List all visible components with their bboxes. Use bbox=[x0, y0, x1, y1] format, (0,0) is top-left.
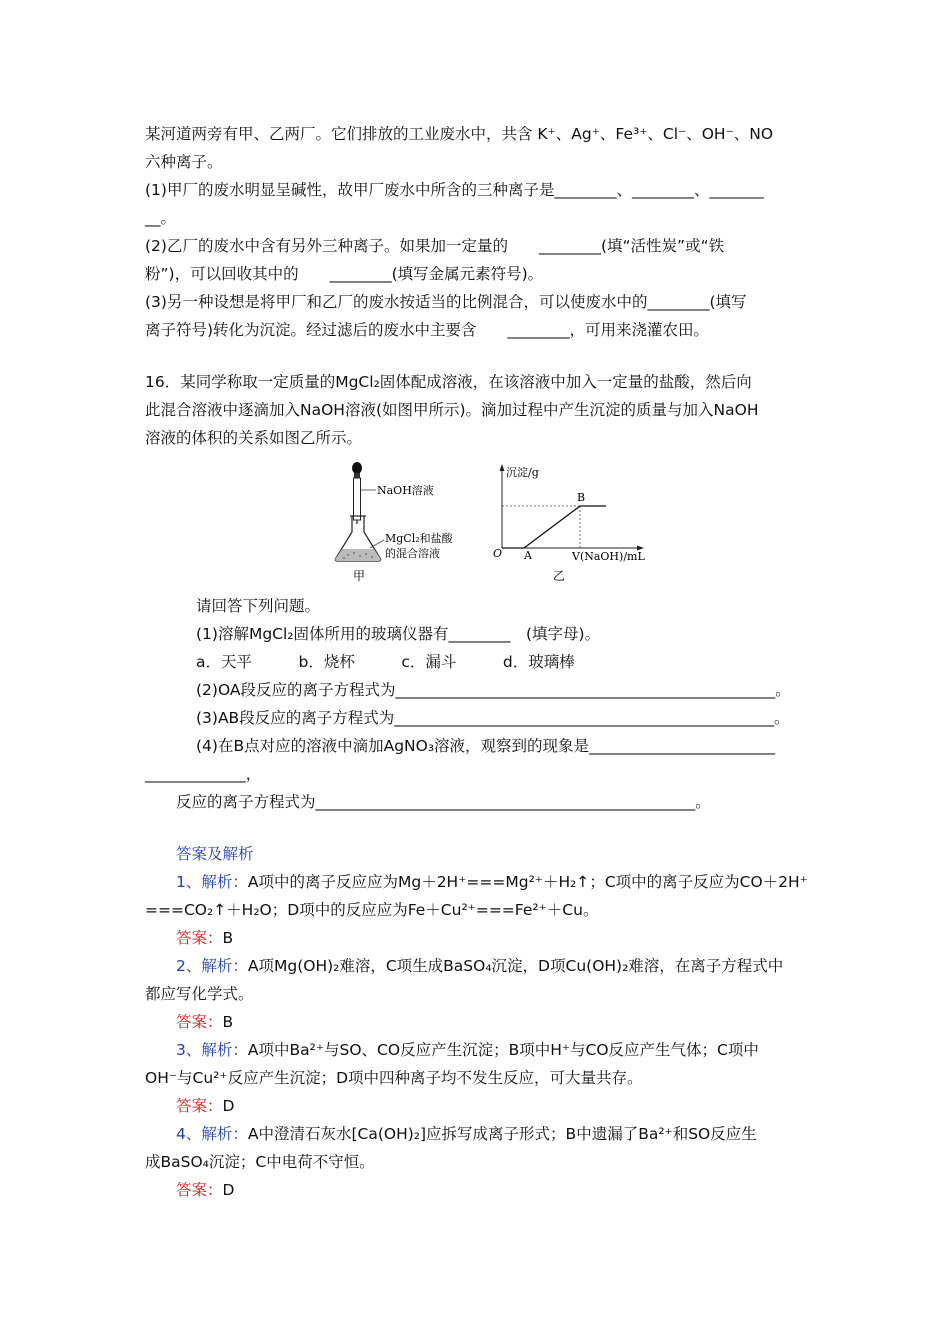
answer-1-result bbox=[176, 928, 841, 948]
answer-4-result-value: D bbox=[222, 1181, 235, 1199]
q15-line-3: (1)甲厂的废水明显呈碱性，故甲厂废水中所含的三种离子是________、________、_______ bbox=[145, 181, 764, 199]
chart-series-line bbox=[502, 506, 606, 548]
answer-2-result-label: 答案： bbox=[176, 1013, 223, 1031]
q15-line-6: 粉”)，可以回收其中的 ________(填写金属元素符号)。 bbox=[145, 265, 544, 283]
answers-heading: 答案及解析 bbox=[176, 845, 254, 863]
q16-line-2: 此混合溶液中逐滴加入NaOH溶液(如图甲所示)。滴加过程中产生沉淀的质量与加入NaOH bbox=[145, 401, 759, 419]
question-2: (2)OA段反应的离子方程式为_________________________________________________。 bbox=[196, 681, 791, 699]
q15-line-8: 离子符号)转化为沉淀。经过滤后的废水中主要含 ________，可用来浇灌农田。 bbox=[145, 321, 710, 339]
answer-3-line-2: OH⁻与Cu²⁺反应产生沉淀；D项中四种离子均不发生反应，可大量共存。 bbox=[145, 1069, 643, 1087]
q16-line-1: 16．某同学称取一定质量的MgCl₂固体配成溶液，在该溶液中加入一定量的盐酸，然后向 bbox=[145, 373, 752, 391]
answer-2-line-1 bbox=[176, 956, 841, 976]
answer-1-line-1 bbox=[176, 872, 841, 892]
answer-1-result-label: 答案： bbox=[176, 929, 223, 947]
answer-4-text-1: A中澄清石灰水[Ca(OH)₂]应拆写成离子形式；B中遗漏了Ba²⁺和SO反应生 bbox=[247, 1125, 757, 1143]
answer-4-line-2: 成BaSO₄沉淀；C中电荷不守恒。 bbox=[145, 1153, 375, 1171]
figure-precipitate-chart bbox=[488, 462, 650, 586]
answer-1-line-2: ===CO₂↑＋H₂O；D项中的反应应为Fe＋Cu²⁺===Fe²⁺＋Cu。 bbox=[145, 901, 599, 919]
figure-flask-apparatus bbox=[330, 460, 460, 585]
question-4: (4)在B点对应的溶液中滴加AgNO₃溶液，观察到的现象是________________________ bbox=[196, 737, 776, 755]
answer-2-line-2: 都应写化学式。 bbox=[145, 985, 254, 1003]
question-1: (1)溶解MgCl₂固体所用的玻璃仪器有________ (填字母)。 bbox=[196, 625, 601, 643]
q15-line-7: (3)另一种设想是将甲厂和乙厂的废水按适当的比例混合，可以使废水中的________(填写 bbox=[145, 293, 747, 311]
question-1-options: a．天平 b．烧杯 c．漏斗 d．玻璃棒 bbox=[196, 653, 575, 671]
answer-3-line-1 bbox=[176, 1040, 841, 1060]
q15-line-2: 六种离子。 bbox=[145, 153, 223, 171]
q16-line-3: 溶液的体积的关系如图乙所示。 bbox=[145, 429, 363, 447]
answer-3-text-1: A项中Ba²⁺与SO、CO反应产生沉淀；B项中H⁺与CO反应产生气体；C项中 bbox=[247, 1041, 759, 1059]
answer-3-result-label: 答案： bbox=[176, 1097, 223, 1115]
questions-intro: 请回答下列问题。 bbox=[196, 597, 321, 615]
answer-2-result-value: B bbox=[222, 1013, 234, 1031]
answer-1-text-1: A项中的离子反应应为Mg＋2H⁺===Mg²⁺＋H₂↑；C项中的离子反应为CO＋2H⁺ bbox=[247, 873, 808, 891]
label-mixture-line-2: 的混合溶液 bbox=[385, 547, 440, 560]
q15-line-5: (2)乙厂的废水中含有另外三种离子。如果加一定量的 ________(填“活性炭”或“铁 bbox=[145, 237, 725, 255]
answer-4-label: 4、解析： bbox=[176, 1125, 248, 1143]
q15-line-4: __。 bbox=[145, 209, 177, 227]
question-3: (3)AB段反应的离子方程式为_________________________________________________。 bbox=[196, 709, 790, 727]
question-4-continued: _____________， bbox=[145, 765, 262, 783]
answer-4-result bbox=[176, 1180, 841, 1200]
chart-point-a-label: A bbox=[524, 549, 532, 562]
label-yi: 乙 bbox=[553, 569, 566, 583]
chart-x-label: V(NaOH)/mL bbox=[572, 550, 645, 563]
question-5: 反应的离子方程式为_________________________________________________。 bbox=[176, 793, 711, 811]
dropper-bulb-icon bbox=[352, 462, 362, 474]
answer-2-result bbox=[176, 1012, 841, 1032]
label-jia: 甲 bbox=[353, 569, 366, 583]
answer-3-result bbox=[176, 1096, 841, 1116]
chart-point-b-label: B bbox=[577, 491, 586, 504]
answer-2-label: 2、解析： bbox=[176, 957, 248, 975]
answer-3-label: 3、解析： bbox=[176, 1041, 248, 1059]
answer-4-line-1 bbox=[176, 1124, 841, 1144]
chart-origin-label: O bbox=[493, 547, 503, 560]
answer-1-label: 1、解析： bbox=[176, 873, 248, 891]
chart-y-label: 沉淀/g bbox=[506, 466, 539, 479]
answer-4-result-label: 答案： bbox=[176, 1181, 223, 1199]
label-naoh: NaOH溶液 bbox=[377, 484, 434, 497]
answer-2-text-1: A项Mg(OH)₂难溶，C项生成BaSO₄沉淀，D项Cu(OH)₂难溶，在离子方程式中 bbox=[247, 957, 784, 975]
q15-line-1: 某河道两旁有甲、乙两厂。它们排放的工业废水中，共含 K⁺、Ag⁺、Fe³⁺、Cl⁻、OH⁻、NO bbox=[145, 125, 774, 143]
answer-3-result-value: D bbox=[222, 1097, 235, 1115]
label-mixture-line-1: MgCl₂和盐酸 bbox=[385, 532, 453, 545]
answer-1-result-value: B bbox=[222, 929, 234, 947]
